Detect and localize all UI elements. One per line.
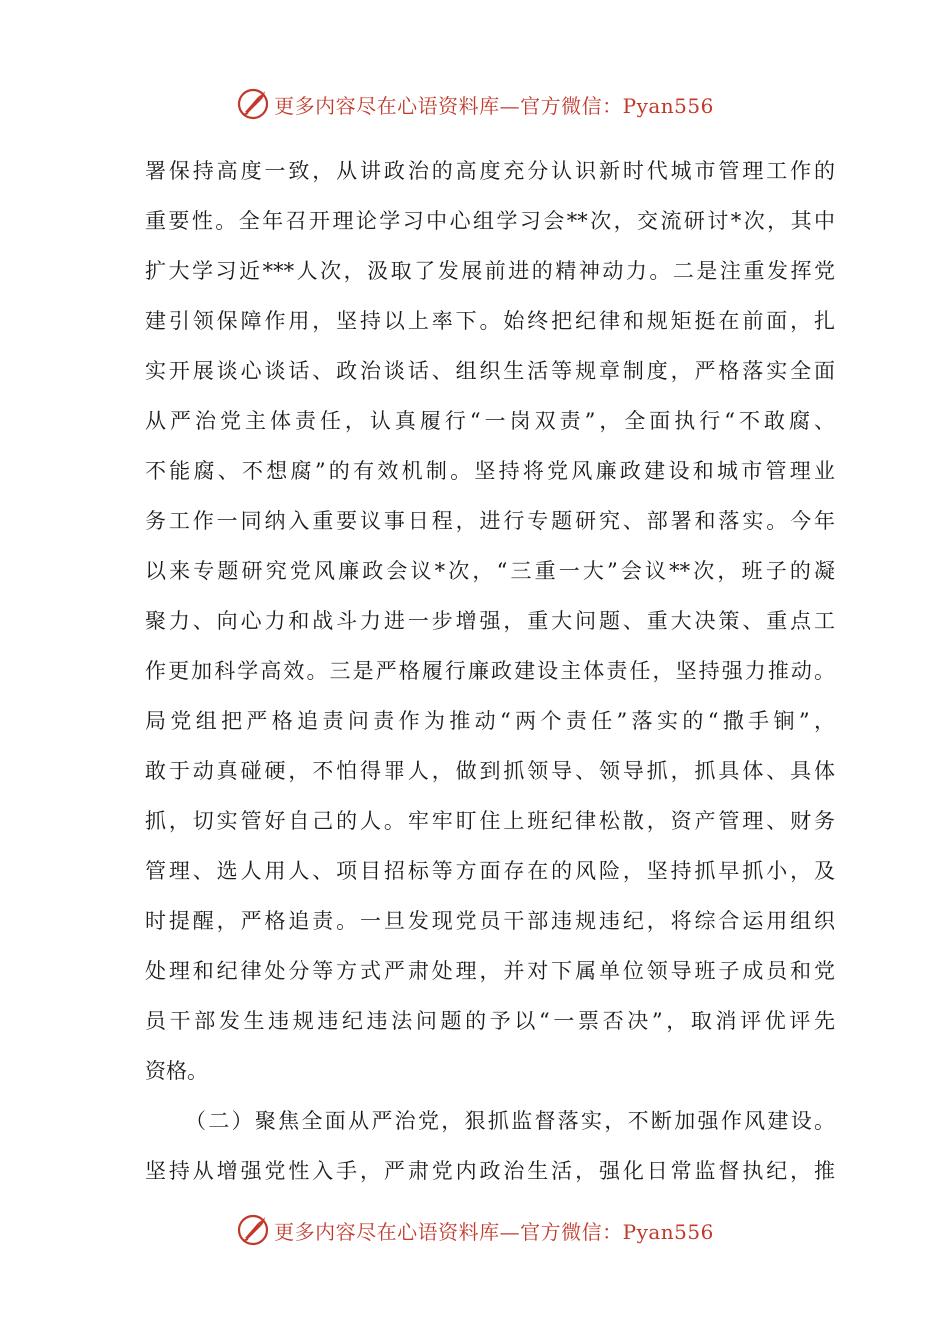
watermark-text: 更多内容尽在心语资料库—官方微信：Pyan556 xyxy=(274,93,714,118)
body-line: 从严治党主体责任，认真履行“一岗双责”，全面执行“不敢腐、 xyxy=(145,409,835,433)
footer-watermark xyxy=(0,1210,950,1250)
body-line: 扩大学习近***人次，汲取了发展前进的精神动力。二是注重发挥党 xyxy=(145,259,835,283)
body-line: 处理和纪律处分等方式严肃处理，并对下属单位领导班子成员和党 xyxy=(145,959,835,983)
body-line: 管理、选人用人、项目招标等方面存在的风险，坚持抓早抓小，及 xyxy=(145,859,835,883)
body-line: 署保持高度一致，从讲政治的高度充分认识新时代城市管理工作的 xyxy=(145,159,835,183)
body-line: 敢于动真碰硬，不怕得罪人，做到抓领导、领导抓，抓具体、具体 xyxy=(145,759,835,783)
paragraph-end-line: 资格。 xyxy=(145,1059,208,1083)
watermark-text: 更多内容尽在心语资料库—官方微信：Pyan556 xyxy=(274,1219,714,1244)
body-line: 局党组把严格追责问责作为推动“两个责任”落实的“撒手锏”， xyxy=(145,709,835,733)
body-line: 重要性。全年召开理论学习中心组学习会**次，交流研讨*次，其中 xyxy=(145,209,835,233)
quill-logo-icon xyxy=(236,87,270,121)
section-heading-line: （二）聚焦全面从严治党，狠抓监督落实，不断加强作风建设。 xyxy=(185,1109,835,1133)
body-line: 抓，切实管好自己的人。牢牢盯住上班纪律松散，资产管理、财务 xyxy=(145,809,835,833)
body-line: 以来专题研究党风廉政会议*次，“三重一大”会议**次，班子的凝 xyxy=(145,559,835,583)
document-body xyxy=(145,146,835,1196)
body-line: 时提醒，严格追责。一旦发现党员干部违规违纪，将综合运用组织 xyxy=(145,909,835,933)
header-watermark xyxy=(0,84,950,124)
body-line: 坚持从增强党性入手，严肃党内政治生活，强化日常监督执纪，推 xyxy=(145,1159,835,1183)
body-line: 务工作一同纳入重要议事日程，进行专题研究、部署和落实。今年 xyxy=(145,509,835,533)
body-line: 员干部发生违规违纪违法问题的予以“一票否决”，取消评优评先 xyxy=(145,1009,835,1033)
body-line: 聚力、向心力和战斗力进一步增强，重大问题、重大决策、重点工 xyxy=(145,609,835,633)
body-line: 作更加科学高效。三是严格履行廉政建设主体责任，坚持强力推动。 xyxy=(145,659,835,683)
body-line: 建引领保障作用，坚持以上率下。始终把纪律和规矩挺在前面，扎 xyxy=(145,309,835,333)
body-line: 不能腐、不想腐”的有效机制。坚持将党风廉政建设和城市管理业 xyxy=(145,459,835,483)
quill-logo-icon xyxy=(236,1213,270,1247)
body-line: 实开展谈心谈话、政治谈话、组织生活等规章制度，严格落实全面 xyxy=(145,359,835,383)
